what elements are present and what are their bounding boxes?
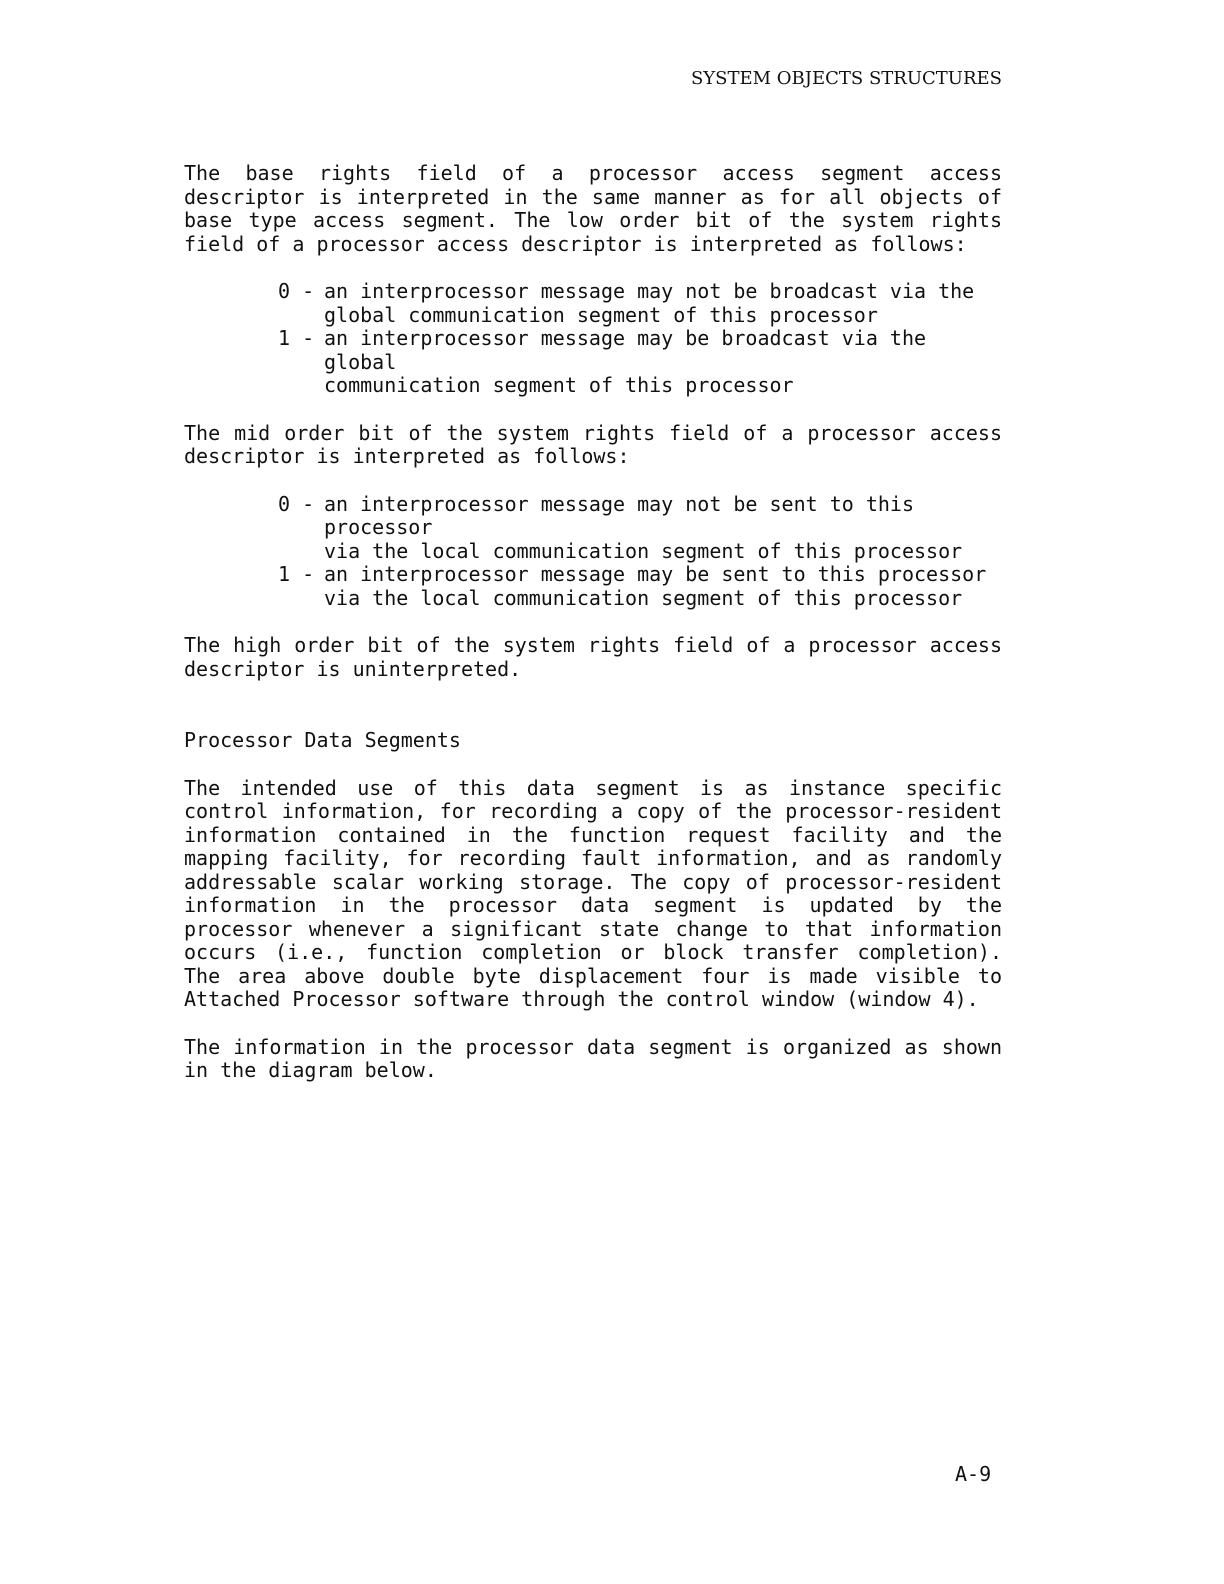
list-marker: 0 - xyxy=(278,279,315,303)
list-item-text xyxy=(324,327,1002,398)
list-line: via the local communication segment of this processor xyxy=(324,585,963,610)
running-header: SYSTEM OBJECTS STRUCTURES xyxy=(690,68,1002,89)
list-marker: 1 - xyxy=(278,562,315,586)
list-line: via the local communication segment of this processor xyxy=(324,538,963,563)
paragraph-organization: The information in the processor data segment is organized as shown in the diagram below. xyxy=(184,1034,1002,1082)
list-item-text xyxy=(324,493,1002,564)
list-line: an interprocessor message may be broadcast via the global xyxy=(324,326,927,374)
list-line: an interprocessor message may not be broadcast via the xyxy=(324,279,975,303)
low-order-bit-list xyxy=(278,280,1002,398)
list-item xyxy=(278,327,1002,398)
list-line: communication segment of this processor xyxy=(324,373,794,397)
document-body xyxy=(184,162,1002,1083)
list-item-text xyxy=(324,280,1002,327)
section-heading: Processor Data Segments xyxy=(184,728,461,752)
list-marker: 1 - xyxy=(278,326,315,350)
page-number: A-9 xyxy=(955,1462,992,1486)
list-line: an interprocessor message may not be sent to this xyxy=(324,491,915,516)
list-item xyxy=(278,563,1002,610)
paragraph-mid-order-bit: The mid order bit of the system rights field of a processor access descriptor is interpreted as follows: xyxy=(184,420,1002,468)
list-line: global communication segment of this processor xyxy=(324,302,878,327)
list-marker: 0 - xyxy=(278,491,315,516)
list-line: an interprocessor message may be sent to this processor xyxy=(324,562,987,586)
paragraph-intended-use: The intended use of this data segment is as instance specific control information, for recording a copy of the processor-resident information contained in the function request facility and the mapping facility, for recording fault information, and as randomly addressable scalar working storage. The copy of processor-resident information in the processor data segment is updated by the processor whenever a significant state change to that information occurs (i.e., function completion or block transfer completion). The area above double byte displacement four is made visible to Attached Processor software through the control window (window 4). xyxy=(184,775,1002,1011)
list-item-text xyxy=(324,563,1002,610)
list-item xyxy=(278,493,1002,564)
mid-order-bit-list xyxy=(278,493,1002,611)
list-line: processor xyxy=(324,515,433,539)
paragraph-base-rights: The base rights field of a processor access segment access descriptor is interpreted in the same manner as for all objects of base type access segment. The low order bit of the system rights field of a processor access descriptor is interpreted as follows: xyxy=(184,161,1002,256)
list-item xyxy=(278,280,1002,327)
paragraph-high-order-bit: The high order bit of the system rights field of a processor access descriptor is uninterpreted. xyxy=(184,633,1002,681)
